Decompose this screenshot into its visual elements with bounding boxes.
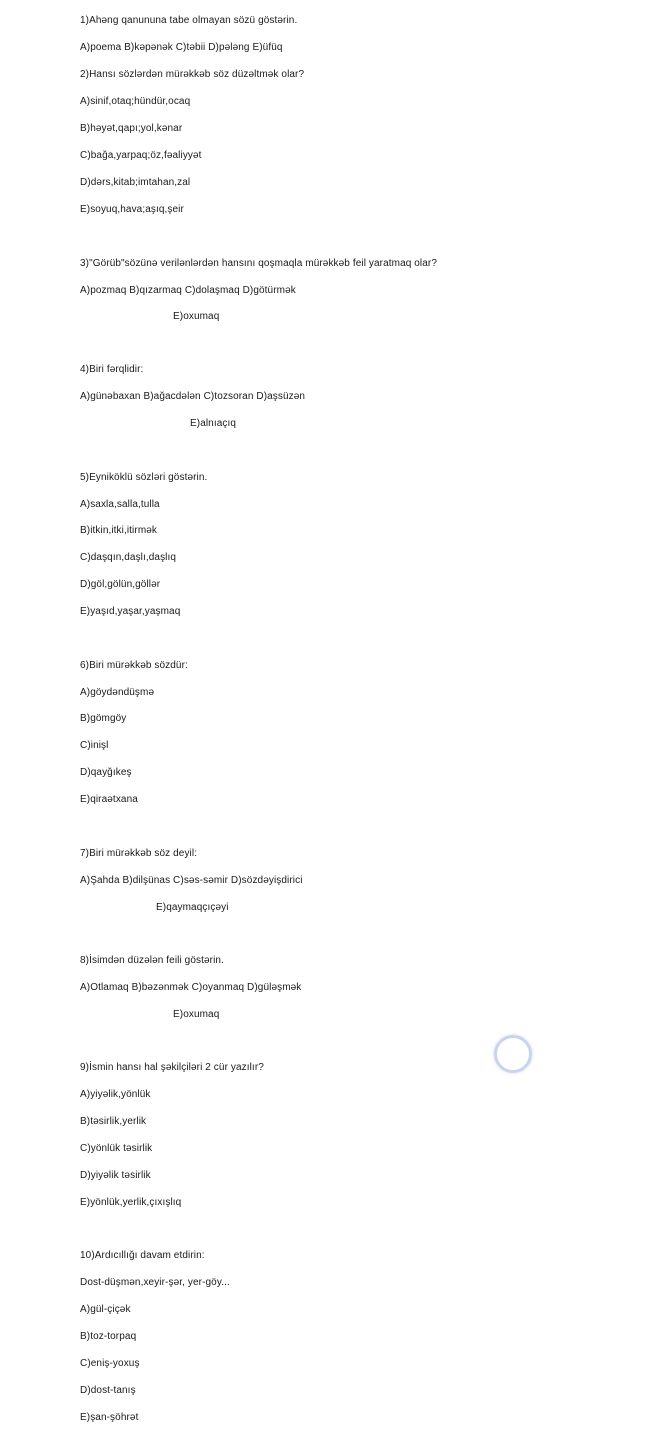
question-5-option-b: B)itkin,itki,itirmək [80,525,158,536]
question-10-option-c: C)eniş-yoxuş [80,1358,140,1369]
question-1-options: A)poema B)kəpənək C)təbii D)pələng E)üfüq [80,42,283,53]
question-8-text: 8)İsimdən düzələn feili göstərin. [80,955,224,966]
question-8-options: A)Otlamaq B)bəzənmək C)oyanmaq D)güləşmək [80,982,302,993]
question-6-option-b: B)gömgöy [80,713,127,724]
question-1-text: 1)Ahəng qanununa tabe olmayan sözü göstərin. [80,15,298,26]
question-10-option-b: B)toz-torpaq [80,1331,137,1342]
question-10-option-e: E)şan-şöhrət [80,1412,139,1423]
question-5-option-a: A)saxla,salla,tulla [80,499,160,510]
question-5-text: 5)Eyniköklü sözləri göstərin. [80,472,208,483]
question-4-options: A)günəbaxan B)ağacdələn C)tozsoran D)aşsüzən [80,391,306,402]
question-9-option-e: E)yönlük,yerlik,çıxışlıq [80,1197,182,1208]
question-5-option-c: C)daşqın,daşlı,daşlıq [80,552,177,563]
question-2-option-e: E)soyuq,hava;aşıq,şeir [80,204,184,215]
assistive-touch-button[interactable] [494,1035,532,1073]
question-3-options: A)pozmaq B)qızarmaq C)dolaşmaq D)götürmək [80,285,296,296]
question-10-text: 10)Ardıcıllığı davam etdirin: [80,1250,205,1261]
question-10-sequence: Dost-düşmən,xeyir-şər, yer-göy... [80,1277,230,1288]
question-6-option-e: E)qiraətxana [80,794,138,805]
question-6-option-a: A)göydəndüşmə [80,687,155,698]
question-9-option-a: A)yiyəlik,yönlük [80,1089,151,1100]
question-10-option-d: D)dost-tanış [80,1385,136,1396]
question-4-text: 4)Biri fərqlidir: [80,364,144,375]
question-3-text: 3)"Görüb"sözünə verilənlərdən hansını qoşmaqla mürəkkəb feil yaratmaq olar? [80,258,438,269]
question-6-option-d: D)qayğıkeş [80,767,132,778]
question-3-option-e: E)oxumaq [173,311,220,322]
question-2-option-d: D)dərs,kitab;imtahan,zal [80,177,191,188]
question-9-option-b: B)təsirlik,yerlik [80,1116,147,1127]
question-9-option-c: C)yönlük təsirlik [80,1143,153,1154]
question-7-text: 7)Biri mürəkkəb söz deyil: [80,848,198,859]
question-5-option-d: D)göl,gölün,göllər [80,579,161,590]
question-6-text: 6)Biri mürəkkəb sözdür: [80,660,188,671]
question-9-option-d: D)yiyəlik təsirlik [80,1170,151,1181]
question-2-option-b: B)həyət,qapı;yol,kənar [80,123,183,134]
question-2-option-a: A)sinif,otaq;hündür,ocaq [80,96,191,107]
question-10-option-a: A)gül-çiçək [80,1304,131,1315]
question-2-text: 2)Hansı sözlərdən mürəkkəb söz düzəltmək olar? [80,69,305,80]
question-2-option-c: C)bağa,yarpaq;öz,fəaliyyət [80,150,202,161]
question-8-option-e: E)oxumaq [173,1009,220,1020]
question-7-option-e: E)qaymaqçıçəyi [156,902,229,913]
question-9-text: 9)İsmin hansı hal şəkilçiləri 2 cür yazılır? [80,1062,264,1073]
question-7-options: A)Şahda B)dilşünas C)səs-səmir D)sözdəyişdirici [80,875,303,886]
question-5-option-e: E)yaşıd,yaşar,yaşmaq [80,606,181,617]
question-6-option-c: C)inişl [80,740,109,751]
question-4-option-e: E)alnıaçıq [190,418,237,429]
